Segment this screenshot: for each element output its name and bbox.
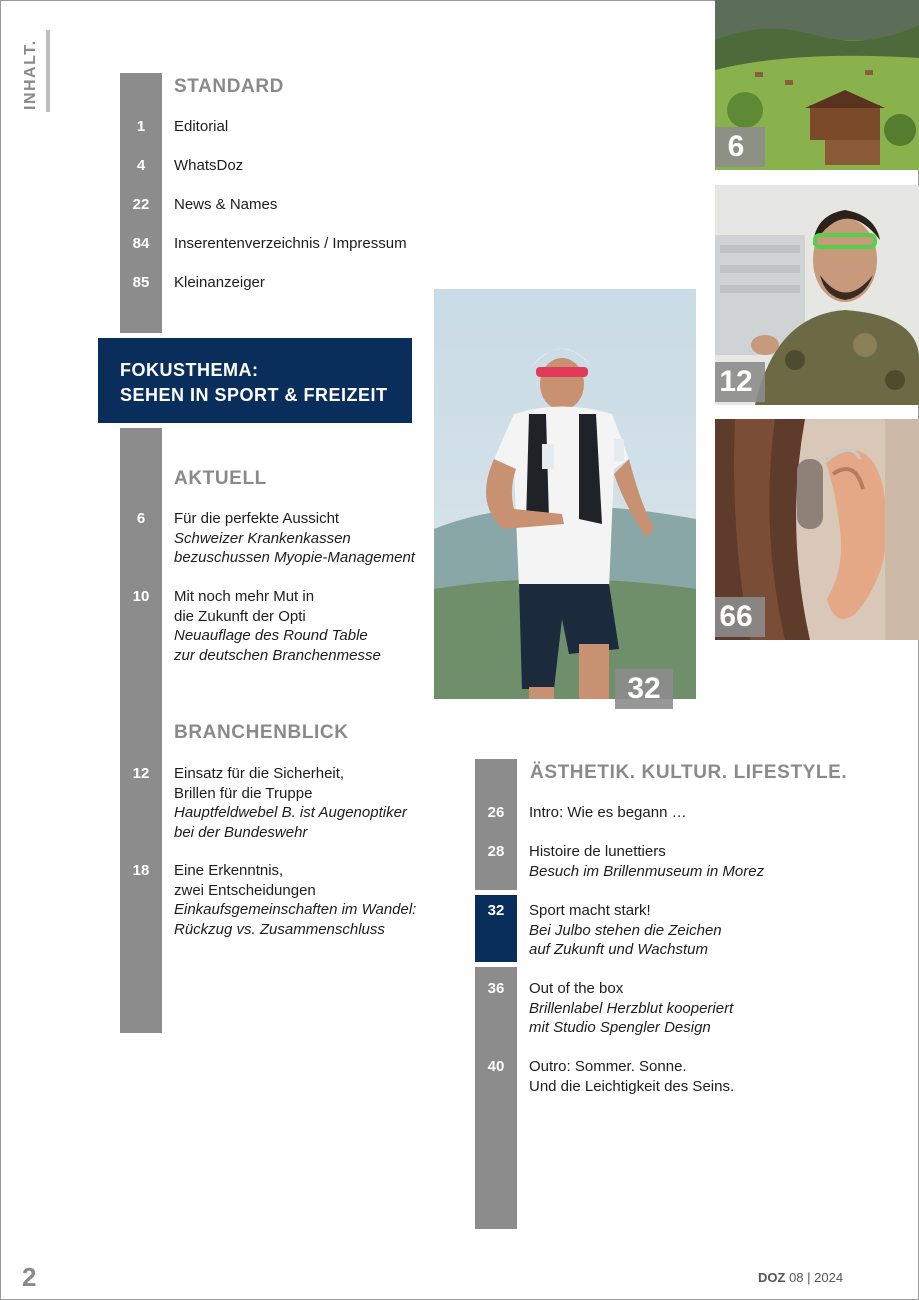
branchenblick-heading: BRANCHENBLICK — [174, 722, 349, 743]
entry-subtitle: auf Zukunft und Wachstum — [529, 941, 708, 958]
hearing-aid-photo[interactable] — [715, 419, 919, 640]
toc-entry[interactable] — [174, 273, 265, 293]
entry-subtitle: Einkaufsgemeinschaften im Wandel: — [174, 901, 417, 918]
entry-title: Out of the box — [529, 980, 624, 997]
entry-title: Intro: Wie es begann … — [529, 804, 687, 821]
toc-entry[interactable] — [529, 842, 764, 881]
toc-entry[interactable] — [174, 156, 243, 176]
entry-subtitle: zur deutschen Branchenmesse — [174, 646, 381, 664]
entry-subtitle: Besuch im Brillenmuseum in Morez — [529, 862, 765, 880]
toc-entry[interactable] — [529, 979, 733, 1038]
entry-subtitle: Brillenlabel Herzblut kooperiert — [529, 999, 734, 1017]
entry-title: Outro: Sommer. Sonne. — [529, 1058, 687, 1075]
toc-entry[interactable] — [174, 195, 277, 215]
standard-heading: STANDARD — [174, 76, 284, 97]
entry-title: News & Names — [174, 196, 278, 213]
soldier-photo[interactable] — [715, 185, 919, 405]
toc-entry[interactable] — [174, 861, 416, 939]
entry-title: Einsatz für die Sicherheit, — [174, 765, 345, 782]
focus-topic-banner — [98, 338, 412, 423]
aktuell-page-1: 6 — [136, 510, 146, 527]
entry-subtitle: Rückzug vs. Zusammenschluss — [174, 920, 385, 938]
entry-title: Inserentenverzeichnis / Impressum — [174, 235, 407, 252]
footer-issue — [758, 1270, 843, 1285]
entry-title: Sport macht stark! — [529, 902, 651, 919]
aesthetik-page-3: 32 — [487, 902, 505, 919]
entry-title: Editorial — [174, 118, 229, 135]
aktuell-page-2: 10 — [132, 588, 150, 605]
entry-subtitle: mit Studio Spengler Design — [529, 1019, 711, 1036]
entry-title: zwei Entscheidungen — [174, 881, 316, 899]
footer-issue-number: 08 | 2024 — [789, 1270, 844, 1285]
aesthetik-page-1: 26 — [487, 804, 505, 821]
focus-line-2: SEHEN IN SPORT & FREIZEIT — [120, 385, 388, 405]
entry-title: Für die perfekte Aussicht — [174, 510, 340, 527]
runner-page-label: 32 — [615, 669, 673, 709]
landscape-photo[interactable] — [715, 0, 919, 170]
aesthetik-bar-bottom — [475, 967, 517, 1229]
entry-subtitle: bei der Bundeswehr — [174, 823, 308, 841]
aesthetik-page-5: 40 — [487, 1058, 505, 1075]
standard-page-2: 4 — [136, 157, 146, 174]
branchenblick-page-2: 18 — [132, 862, 150, 879]
soldier-page-label: 12 — [715, 362, 765, 402]
landscape-page-label: 6 — [715, 127, 765, 167]
entry-title: Kleinanzeiger — [174, 274, 265, 291]
side-label-rule — [46, 30, 50, 112]
runner-image — [434, 289, 696, 699]
entry-title: Brillen für die Truppe — [174, 784, 313, 802]
toc-entry[interactable] — [529, 1057, 734, 1096]
standard-page-3: 22 — [132, 196, 150, 213]
entry-title: die Zukunft der Opti — [174, 607, 306, 625]
aesthetik-page-4: 36 — [487, 980, 505, 997]
section-side-label — [22, 30, 52, 120]
toc-entry[interactable] — [174, 587, 381, 665]
branchenblick-page-1: 12 — [132, 765, 150, 782]
aesthetik-page-2: 28 — [487, 843, 505, 860]
entry-subtitle: Neuauflage des Round Table — [174, 627, 368, 644]
entry-title: Eine Erkenntnis, — [174, 862, 284, 879]
footer-page-number: 2 — [22, 1262, 37, 1292]
entry-subtitle: Hauptfeldwebel B. ist Augenoptiker — [174, 804, 407, 821]
aktuell-heading: AKTUELL — [174, 468, 267, 489]
toc-entry[interactable] — [174, 117, 228, 137]
standard-page-4: 84 — [132, 235, 150, 252]
entry-subtitle: bezuschussen Myopie-Management — [174, 549, 415, 566]
side-label-text: INHALT. — [22, 39, 39, 110]
runner-photo[interactable] — [434, 289, 696, 709]
standard-page-1: 1 — [136, 118, 146, 135]
entry-subtitle: Bei Julbo stehen die Zeichen — [529, 921, 722, 939]
entry-title: Und die Leichtigkeit des Seins. — [529, 1077, 735, 1095]
focus-line-1: FOKUSTHEMA: — [120, 360, 259, 380]
toc-entry[interactable] — [174, 509, 415, 568]
toc-entry[interactable] — [174, 234, 407, 254]
standard-page-5: 85 — [132, 274, 150, 291]
entry-title: WhatsDoz — [174, 157, 244, 174]
toc-entry[interactable] — [529, 803, 687, 823]
entry-title: Mit noch mehr Mut in — [174, 588, 315, 605]
aesthetik-heading: ÄSTHETIK. KULTUR. LIFESTYLE. — [530, 762, 848, 783]
hearing-aid-page-label: 66 — [715, 597, 765, 637]
toc-entry[interactable] — [174, 764, 407, 842]
toc-entry[interactable] — [529, 901, 722, 960]
entry-title: Histoire de lunettiers — [529, 843, 666, 860]
footer-magazine: DOZ — [758, 1270, 786, 1285]
aesthetik-bar-top — [475, 759, 517, 890]
entry-subtitle: Schweizer Krankenkassen — [174, 529, 351, 547]
